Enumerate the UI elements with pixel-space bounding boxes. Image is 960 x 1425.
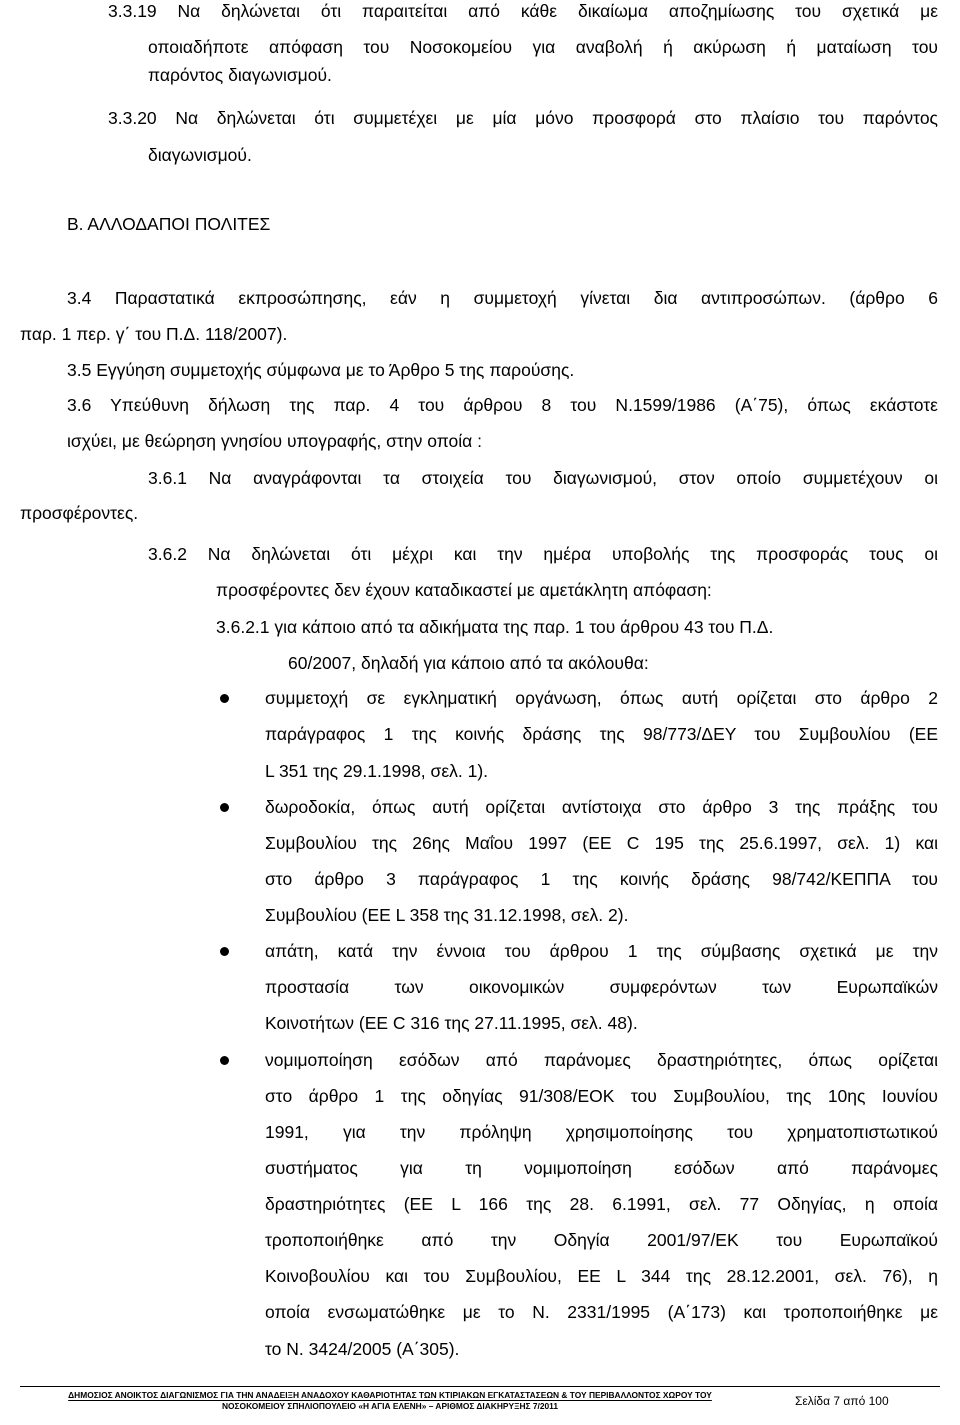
bullet-2-marker (220, 803, 229, 812)
page-number: Σελίδα 7 από 100 (795, 1394, 889, 1408)
paragraph-3-6-1-line-2: προσφέροντες. (20, 503, 139, 523)
paragraph-3-6-2-line-2: προσφέροντες δεν έχουν καταδικαστεί με αμετάκλητη απόφαση: (216, 580, 712, 600)
paragraph-3-3-20-line-2: διαγωνισμού. (148, 145, 252, 165)
paragraph-3-6-2-1-line-2: 60/2007, δηλαδή για κάποιο από τα ακόλουθα: (288, 653, 649, 673)
bullet-3-marker (220, 947, 229, 956)
bullet-4-line-8: οποία ενσωματώθηκε με το Ν. 2331/1995 (Α΄173) και τροποποιήθηκε με (265, 1302, 938, 1322)
bullet-1-line-2: παράγραφος 1 της κοινής δράσης της 98/773/ΔΕΥ του Συμβουλίου (ΕΕ (265, 724, 938, 744)
paragraph-3-6-line-2: ισχύει, με θεώρηση γνησίου υπογραφής, στην οποία : (67, 431, 482, 451)
bullet-4-line-5: δραστηριότητες (ΕΕ L 166 της 28. 6.1991, σελ. 77 Οδηγίας, η οποία (265, 1194, 938, 1214)
paragraph-3-6-2-1-line-1: 3.6.2.1 για κάποιο από τα αδικήματα της παρ. 1 του άρθρου 43 του Π.Δ. (216, 617, 774, 637)
paragraph-3-6-1-line-1: 3.6.1 Να αναγράφονται τα στοιχεία του διαγωνισμού, στον οποίο συμμετέχουν οι (148, 468, 938, 488)
bullet-4-line-7: Κοινοβουλίου και του Συμβουλίου, ΕΕ L 344 της 28.12.2001, σελ. 76), η (265, 1266, 938, 1286)
paragraph-3-3-19-line-2: οποιαδήποτε απόφαση του Νοσοκομείου για αναβολή ή ακύρωση ή ματαίωση του (148, 37, 938, 57)
paragraph-3-6-line-1: 3.6 Υπεύθυνη δήλωση της παρ. 4 του άρθρου 8 του Ν.1599/1986 (Α΄75), όπως εκάστοτε (67, 395, 938, 415)
bullet-3-line-1: απάτη, κατά την έννοια του άρθρου 1 της σύμβασης σχετικά με την (265, 941, 938, 961)
paragraph-3-3-20-line-1: 3.3.20 Να δηλώνεται ότι συμμετέχει με μία μόνο προσφορά στο πλαίσιο του παρόντος (108, 108, 938, 128)
bullet-1-line-3: L 351 της 29.1.1998, σελ. 1). (265, 761, 489, 781)
bullet-4-line-6: τροποποιήθηκε από την Οδηγία 2001/97/ΕΚ του Ευρωπαϊκού (265, 1230, 938, 1250)
bullet-4-line-1: νομιμοποίηση εσόδων από παράνομες δραστηριότητες, όπως ορίζεται (265, 1050, 938, 1070)
bullet-1-line-1: συμμετοχή σε εγκληματική οργάνωση, όπως αυτή ορίζεται στο άρθρο 2 (265, 688, 938, 708)
paragraph-3-3-19-line-3: παρόντος διαγωνισμού. (148, 65, 332, 85)
bullet-1-marker (220, 694, 229, 703)
bullet-4-line-4: συστήματος για τη νομιμοποίηση εσόδων από παράνομες (265, 1158, 938, 1178)
section-heading-b: Β. ΑΛΛΟΔΑΠΟΙ ΠΟΛΙΤΕΣ (67, 214, 271, 234)
bullet-4-line-3: 1991, για την πρόληψη χρησιμοποίησης του χρηματοπιστωτικού (265, 1122, 938, 1142)
footer-tender-line-2: ΝΟΣΟΚΟΜΕΙΟΥ ΣΠΗΛΙΟΠΟΥΛΕΙΟ «Η ΑΓΙΑ ΕΛΕΝΗ» – ΑΡΙΘΜΟΣ ΔΙΑΚΗΡΥΞΗΣ 7/2011 (221, 1401, 559, 1411)
paragraph-3-4-line-2: παρ. 1 περ. γ΄ του Π.Δ. 118/2007). (20, 324, 288, 344)
paragraph-3-5: 3.5 Εγγύηση συμμετοχής σύμφωνα με το Άρθρο 5 της παρούσης. (67, 360, 575, 380)
paragraph-3-6-2-line-1: 3.6.2 Να δηλώνεται ότι μέχρι και την ημέρα υποβολής της προσφοράς τους οι (148, 544, 938, 564)
bullet-3-line-3: Κοινοτήτων (ΕΕ C 316 της 27.11.1995, σελ. 48). (265, 1013, 638, 1033)
bullet-2-line-2: Συμβουλίου της 26ης Μαΐου 1997 (ΕΕ C 195 της 25.6.1997, σελ. 1) και (265, 833, 938, 853)
paragraph-3-4-line-1: 3.4 Παραστατικά εκπροσώπησης, εάν η συμμετοχή γίνεται δια αντιπροσώπων. (άρθρο 6 (67, 288, 938, 308)
bullet-3-line-2: προστασία των οικονομικών συμφερόντων των Ευρωπαϊκών (265, 977, 938, 997)
bullet-2-line-4: Συμβουλίου (ΕΕ L 358 της 31.12.1998, σελ. 2). (265, 905, 629, 925)
bullet-4-line-9: το Ν. 3424/2005 (Α΄305). (265, 1339, 460, 1359)
footer-divider (20, 1386, 940, 1387)
bullet-2-line-3: στο άρθρο 3 παράγραφος 1 της κοινής δράσης 98/742/ΚΕΠΠΑ του (265, 869, 938, 889)
bullet-4-line-2: στο άρθρο 1 της οδηγίας 91/308/ΕΟΚ του Συμβουλίου, της 10ης Ιουνίου (265, 1086, 938, 1106)
bullet-4-marker (220, 1056, 229, 1065)
footer-tender-title (20, 1390, 760, 1412)
bullet-2-line-1: δωροδοκία, όπως αυτή ορίζεται αντίστοιχα στο άρθρο 3 της πράξης του (265, 797, 938, 817)
paragraph-3-3-19-line-1: 3.3.19 Να δηλώνεται ότι παραιτείται από κάθε δικαίωμα αποζημίωσης του σχετικά με (108, 1, 938, 21)
footer-tender-line-1: ΔΗΜΟΣΙΟΣ ΑΝΟΙΚΤΟΣ ΔΙΑΓΩΝΙΣΜΟΣ ΓΙΑ ΤΗΝ ΑΝΑΔΕΙΞΗ ΑΝΑΔΟΧΟΥ ΚΑΘΑΡΙΟΤΗΤΑΣ ΤΩΝ ΚΤΙΡΙΑΚΩΝ ΕΓΚΑΤΑΣΤΑΣΕΩΝ & ΤΟΥ ΠΕΡΙΒΑΛΛΟΝΤΟΣ ΧΩΡΟΥ ΤΟΥ (68, 1390, 712, 1400)
